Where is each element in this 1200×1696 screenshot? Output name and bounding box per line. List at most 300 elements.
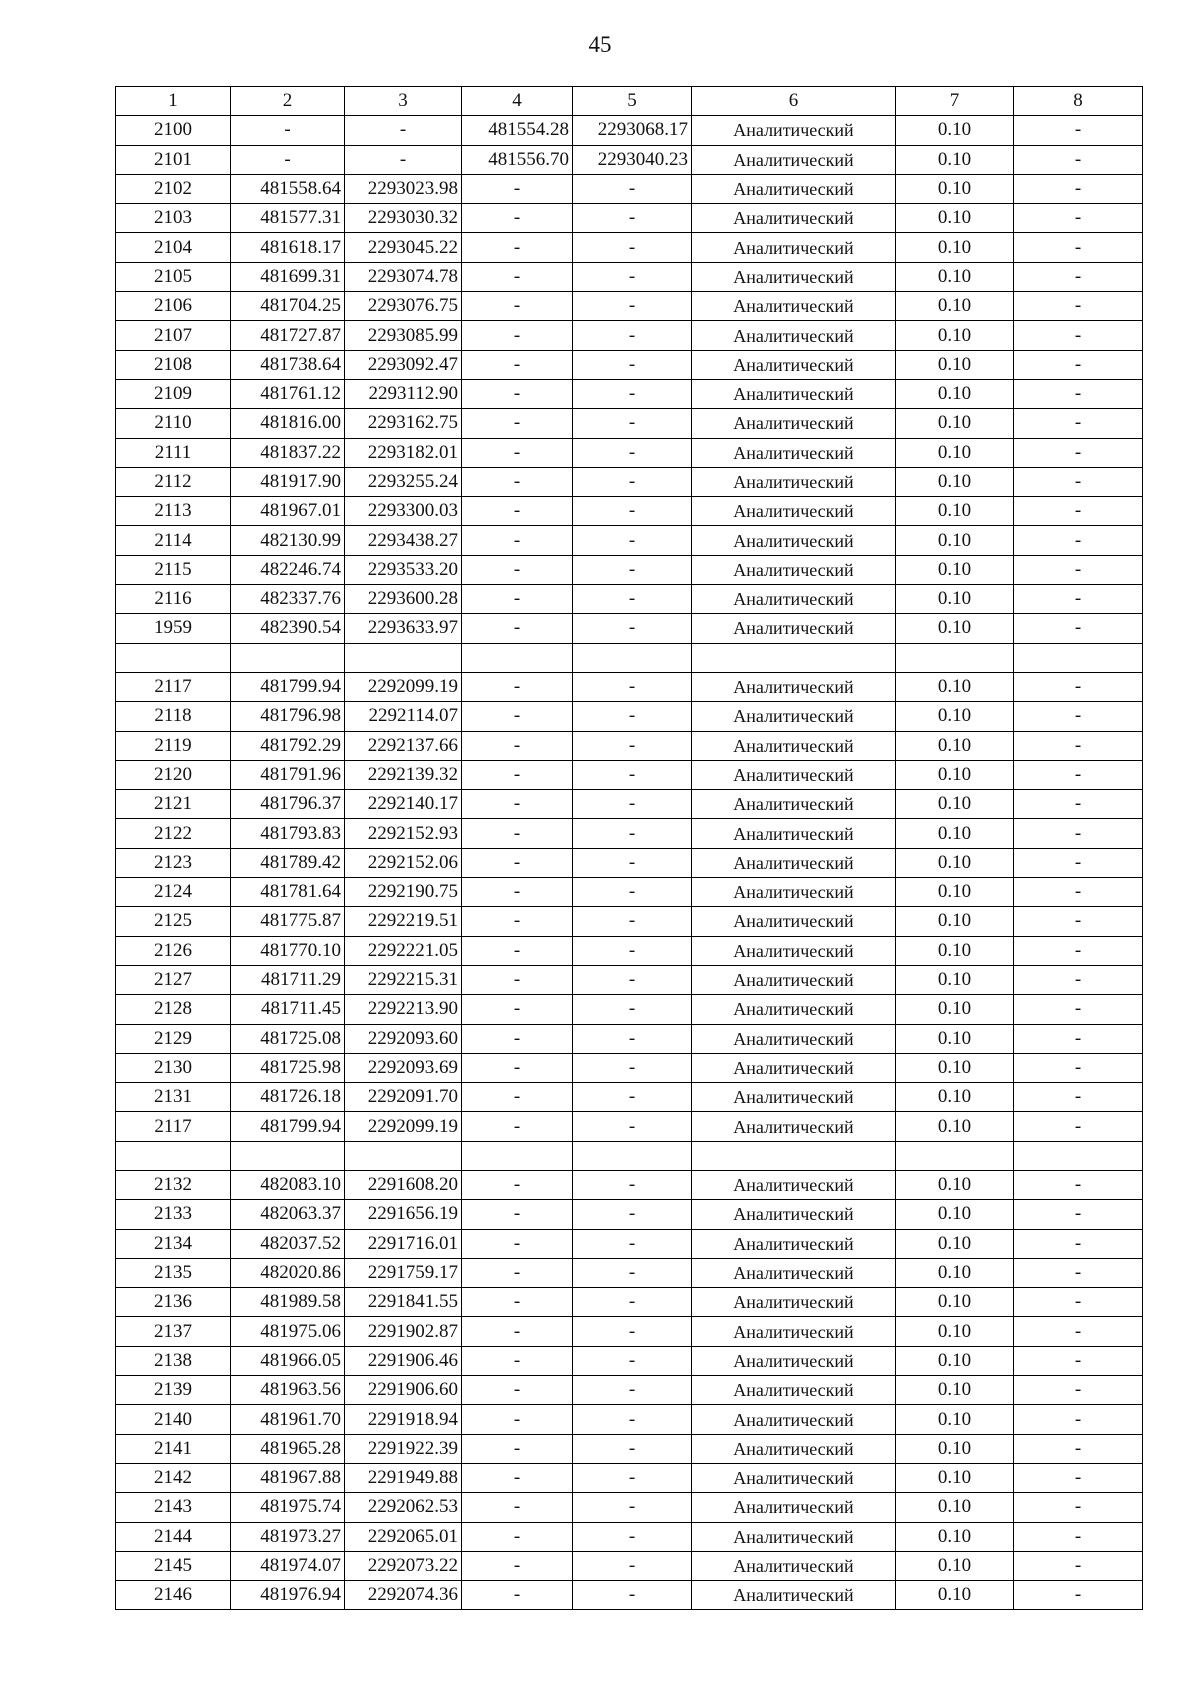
note-cell: - — [1014, 848, 1143, 877]
table-row — [116, 174, 1143, 203]
y-coordinate-cell: 2293182.01 — [345, 438, 462, 467]
y-coordinate-cell: 2293255.24 — [345, 467, 462, 496]
column-header: 8 — [1014, 87, 1143, 116]
x-coordinate-cell: 481727.87 — [231, 321, 345, 350]
point-number-cell: 2124 — [116, 878, 231, 907]
y-coordinate-cell: 2293092.47 — [345, 350, 462, 379]
accuracy-cell: 0.10 — [896, 1229, 1014, 1258]
y-alt-coordinate-cell: - — [573, 1493, 692, 1522]
y-alt-coordinate-cell: - — [573, 321, 692, 350]
x-coordinate-cell — [231, 1141, 345, 1170]
method-cell: Аналитический — [692, 1551, 896, 1580]
accuracy-cell: 0.10 — [896, 1493, 1014, 1522]
point-number-cell: 2131 — [116, 1083, 231, 1112]
x-alt-coordinate-cell: - — [462, 585, 573, 614]
point-number-cell: 2139 — [116, 1376, 231, 1405]
accuracy-cell: 0.10 — [896, 321, 1014, 350]
x-alt-coordinate-cell: - — [462, 555, 573, 584]
table-row — [116, 555, 1143, 584]
y-alt-coordinate-cell: - — [573, 731, 692, 760]
x-coordinate-cell: 481711.45 — [231, 995, 345, 1024]
x-alt-coordinate-cell: - — [462, 848, 573, 877]
y-alt-coordinate-cell: - — [573, 526, 692, 555]
y-coordinate-cell: 2292140.17 — [345, 790, 462, 819]
y-alt-coordinate-cell: - — [573, 497, 692, 526]
method-cell: Аналитический — [692, 1200, 896, 1229]
method-cell: Аналитический — [692, 1522, 896, 1551]
y-alt-coordinate-cell: - — [573, 1463, 692, 1492]
table-row — [116, 1083, 1143, 1112]
table-row — [116, 1463, 1143, 1492]
table-row — [116, 936, 1143, 965]
note-cell: - — [1014, 497, 1143, 526]
method-cell: Аналитический — [692, 907, 896, 936]
table-row — [116, 467, 1143, 496]
header-row — [116, 87, 1143, 116]
x-coordinate-cell: 482246.74 — [231, 555, 345, 584]
point-number-cell: 2114 — [116, 526, 231, 555]
table-row — [116, 1551, 1143, 1580]
method-cell: Аналитический — [692, 965, 896, 994]
x-alt-coordinate-cell: - — [462, 292, 573, 321]
note-cell: - — [1014, 1083, 1143, 1112]
note-cell: - — [1014, 174, 1143, 203]
y-coordinate-cell: 2293300.03 — [345, 497, 462, 526]
y-alt-coordinate-cell: - — [573, 409, 692, 438]
x-coordinate-cell: 482063.37 — [231, 1200, 345, 1229]
method-cell — [692, 1141, 896, 1170]
x-coordinate-cell: 481558.64 — [231, 174, 345, 203]
note-cell: - — [1014, 1200, 1143, 1229]
y-alt-coordinate-cell: - — [573, 1024, 692, 1053]
y-alt-coordinate-cell: - — [573, 262, 692, 291]
x-coordinate-cell: 481725.98 — [231, 1053, 345, 1082]
x-coordinate-cell: 481699.31 — [231, 262, 345, 291]
y-coordinate-cell: 2292091.70 — [345, 1083, 462, 1112]
table-row — [116, 819, 1143, 848]
accuracy-cell: 0.10 — [896, 1200, 1014, 1229]
point-number-cell: 2129 — [116, 1024, 231, 1053]
method-cell: Аналитический — [692, 204, 896, 233]
x-coordinate-cell: 481738.64 — [231, 350, 345, 379]
table-row — [116, 526, 1143, 555]
note-cell: - — [1014, 790, 1143, 819]
note-cell: - — [1014, 965, 1143, 994]
method-cell: Аналитический — [692, 848, 896, 877]
x-alt-coordinate-cell: - — [462, 174, 573, 203]
table-row — [116, 1200, 1143, 1229]
note-cell: - — [1014, 321, 1143, 350]
y-coordinate-cell: 2292093.60 — [345, 1024, 462, 1053]
x-coordinate-cell: 482337.76 — [231, 585, 345, 614]
accuracy-cell: 0.10 — [896, 1317, 1014, 1346]
method-cell: Аналитический — [692, 731, 896, 760]
y-coordinate-cell: 2293045.22 — [345, 233, 462, 262]
y-alt-coordinate-cell: - — [573, 467, 692, 496]
x-alt-coordinate-cell: - — [462, 1551, 573, 1580]
accuracy-cell: 0.10 — [896, 233, 1014, 262]
y-alt-coordinate-cell: - — [573, 790, 692, 819]
x-coordinate-cell: 482130.99 — [231, 526, 345, 555]
y-coordinate-cell: 2293162.75 — [345, 409, 462, 438]
accuracy-cell: 0.10 — [896, 1376, 1014, 1405]
table-row — [116, 438, 1143, 467]
y-coordinate-cell: 2293074.78 — [345, 262, 462, 291]
x-coordinate-cell: 481799.94 — [231, 672, 345, 701]
y-alt-coordinate-cell: 2293040.23 — [573, 145, 692, 174]
point-number-cell: 2140 — [116, 1405, 231, 1434]
method-cell: Аналитический — [692, 292, 896, 321]
y-coordinate-cell: 2292074.36 — [345, 1581, 462, 1610]
note-cell: - — [1014, 350, 1143, 379]
table-row — [116, 145, 1143, 174]
point-number-cell — [116, 1141, 231, 1170]
y-coordinate-cell: 2292221.05 — [345, 936, 462, 965]
accuracy-cell: 0.10 — [896, 497, 1014, 526]
x-coordinate-cell: 482083.10 — [231, 1170, 345, 1199]
y-alt-coordinate-cell: 2293068.17 — [573, 116, 692, 145]
method-cell: Аналитический — [692, 1258, 896, 1287]
point-number-cell: 2110 — [116, 409, 231, 438]
x-alt-coordinate-cell: - — [462, 790, 573, 819]
y-alt-coordinate-cell: - — [573, 1112, 692, 1141]
table-row — [116, 497, 1143, 526]
x-coordinate-cell: 481775.87 — [231, 907, 345, 936]
method-cell: Аналитический — [692, 1463, 896, 1492]
table-row — [116, 1317, 1143, 1346]
note-cell: - — [1014, 907, 1143, 936]
x-alt-coordinate-cell: - — [462, 497, 573, 526]
y-alt-coordinate-cell: - — [573, 1346, 692, 1375]
table-row — [116, 848, 1143, 877]
x-alt-coordinate-cell: - — [462, 760, 573, 789]
column-header: 4 — [462, 87, 573, 116]
note-cell: - — [1014, 672, 1143, 701]
note-cell: - — [1014, 760, 1143, 789]
accuracy-cell: 0.10 — [896, 1053, 1014, 1082]
y-coordinate-cell: - — [345, 116, 462, 145]
method-cell: Аналитический — [692, 1288, 896, 1317]
point-number-cell — [116, 643, 231, 672]
coordinates-table — [115, 86, 1143, 1610]
x-coordinate-cell: 481793.83 — [231, 819, 345, 848]
x-coordinate-cell: 481966.05 — [231, 1346, 345, 1375]
x-alt-coordinate-cell: - — [462, 1258, 573, 1287]
table-row — [116, 1141, 1143, 1170]
x-alt-coordinate-cell: - — [462, 878, 573, 907]
accuracy-cell: 0.10 — [896, 1463, 1014, 1492]
y-alt-coordinate-cell: - — [573, 614, 692, 643]
x-coordinate-cell: 481796.37 — [231, 790, 345, 819]
x-coordinate-cell: 482037.52 — [231, 1229, 345, 1258]
point-number-cell: 1959 — [116, 614, 231, 643]
method-cell: Аналитический — [692, 497, 896, 526]
accuracy-cell: 0.10 — [896, 438, 1014, 467]
y-coordinate-cell: 2293030.32 — [345, 204, 462, 233]
x-coordinate-cell: 482020.86 — [231, 1258, 345, 1287]
table-row — [116, 1493, 1143, 1522]
method-cell: Аналитический — [692, 995, 896, 1024]
method-cell: Аналитический — [692, 1346, 896, 1375]
point-number-cell: 2112 — [116, 467, 231, 496]
method-cell: Аналитический — [692, 819, 896, 848]
x-coordinate-cell: 481799.94 — [231, 1112, 345, 1141]
y-alt-coordinate-cell: - — [573, 438, 692, 467]
x-alt-coordinate-cell: - — [462, 1493, 573, 1522]
note-cell: - — [1014, 204, 1143, 233]
accuracy-cell: 0.10 — [896, 731, 1014, 760]
method-cell: Аналитический — [692, 321, 896, 350]
note-cell: - — [1014, 1581, 1143, 1610]
y-alt-coordinate-cell: - — [573, 878, 692, 907]
note-cell: - — [1014, 1258, 1143, 1287]
x-coordinate-cell: 481975.06 — [231, 1317, 345, 1346]
method-cell: Аналитический — [692, 614, 896, 643]
y-alt-coordinate-cell: - — [573, 702, 692, 731]
x-alt-coordinate-cell: - — [462, 965, 573, 994]
y-coordinate-cell: 2291949.88 — [345, 1463, 462, 1492]
y-coordinate-cell: 2292065.01 — [345, 1522, 462, 1551]
note-cell: - — [1014, 614, 1143, 643]
y-coordinate-cell: 2292137.66 — [345, 731, 462, 760]
point-number-cell: 2118 — [116, 702, 231, 731]
column-header: 5 — [573, 87, 692, 116]
y-coordinate-cell: 2292190.75 — [345, 878, 462, 907]
method-cell: Аналитический — [692, 1229, 896, 1258]
table-row — [116, 321, 1143, 350]
accuracy-cell: 0.10 — [896, 614, 1014, 643]
accuracy-cell: 0.10 — [896, 1288, 1014, 1317]
point-number-cell: 2145 — [116, 1551, 231, 1580]
note-cell: - — [1014, 467, 1143, 496]
table-row — [116, 907, 1143, 936]
method-cell: Аналитический — [692, 467, 896, 496]
y-coordinate-cell: 2292099.19 — [345, 672, 462, 701]
table-body — [116, 87, 1143, 1610]
method-cell: Аналитический — [692, 116, 896, 145]
note-cell: - — [1014, 731, 1143, 760]
note-cell: - — [1014, 819, 1143, 848]
point-number-cell: 2107 — [116, 321, 231, 350]
y-alt-coordinate-cell: - — [573, 819, 692, 848]
x-coordinate-cell: 482390.54 — [231, 614, 345, 643]
x-alt-coordinate-cell: - — [462, 1053, 573, 1082]
accuracy-cell: 0.10 — [896, 262, 1014, 291]
point-number-cell: 2125 — [116, 907, 231, 936]
x-coordinate-cell: 481704.25 — [231, 292, 345, 321]
x-coordinate-cell: 481976.94 — [231, 1581, 345, 1610]
y-alt-coordinate-cell: - — [573, 1258, 692, 1287]
x-alt-coordinate-cell: - — [462, 1170, 573, 1199]
accuracy-cell: 0.10 — [896, 1434, 1014, 1463]
y-coordinate-cell: 2293633.97 — [345, 614, 462, 643]
note-cell: - — [1014, 409, 1143, 438]
y-alt-coordinate-cell — [573, 643, 692, 672]
accuracy-cell: 0.10 — [896, 790, 1014, 819]
point-number-cell: 2126 — [116, 936, 231, 965]
note-cell: - — [1014, 878, 1143, 907]
y-alt-coordinate-cell: - — [573, 555, 692, 584]
x-alt-coordinate-cell: 481556.70 — [462, 145, 573, 174]
x-coordinate-cell: - — [231, 116, 345, 145]
point-number-cell: 2113 — [116, 497, 231, 526]
column-header: 3 — [345, 87, 462, 116]
x-coordinate-cell: 481761.12 — [231, 379, 345, 408]
method-cell: Аналитический — [692, 145, 896, 174]
y-coordinate-cell: 2291902.87 — [345, 1317, 462, 1346]
x-coordinate-cell: 481792.29 — [231, 731, 345, 760]
accuracy-cell: 0.10 — [896, 145, 1014, 174]
y-coordinate-cell: 2291841.55 — [345, 1288, 462, 1317]
x-coordinate-cell: 481837.22 — [231, 438, 345, 467]
x-coordinate-cell: 481974.07 — [231, 1551, 345, 1580]
table-row — [116, 731, 1143, 760]
note-cell: - — [1014, 995, 1143, 1024]
accuracy-cell: 0.10 — [896, 1170, 1014, 1199]
y-alt-coordinate-cell: - — [573, 965, 692, 994]
x-alt-coordinate-cell: - — [462, 262, 573, 291]
accuracy-cell: 0.10 — [896, 936, 1014, 965]
y-alt-coordinate-cell: - — [573, 1317, 692, 1346]
y-alt-coordinate-cell: - — [573, 1083, 692, 1112]
accuracy-cell: 0.10 — [896, 1522, 1014, 1551]
point-number-cell: 2109 — [116, 379, 231, 408]
accuracy-cell: 0.10 — [896, 1346, 1014, 1375]
x-coordinate-cell: 481796.98 — [231, 702, 345, 731]
accuracy-cell: 0.10 — [896, 1024, 1014, 1053]
accuracy-cell: 0.10 — [896, 1258, 1014, 1287]
column-header: 1 — [116, 87, 231, 116]
x-alt-coordinate-cell: - — [462, 379, 573, 408]
accuracy-cell: 0.10 — [896, 174, 1014, 203]
x-coordinate-cell: 481967.01 — [231, 497, 345, 526]
accuracy-cell: 0.10 — [896, 702, 1014, 731]
table-row — [116, 1024, 1143, 1053]
note-cell: - — [1014, 1346, 1143, 1375]
x-alt-coordinate-cell: - — [462, 731, 573, 760]
x-alt-coordinate-cell: - — [462, 1200, 573, 1229]
y-alt-coordinate-cell: - — [573, 1551, 692, 1580]
table-row — [116, 878, 1143, 907]
method-cell: Аналитический — [692, 350, 896, 379]
y-alt-coordinate-cell: - — [573, 848, 692, 877]
note-cell: - — [1014, 379, 1143, 408]
x-alt-coordinate-cell: - — [462, 907, 573, 936]
method-cell: Аналитический — [692, 1112, 896, 1141]
y-alt-coordinate-cell: - — [573, 760, 692, 789]
x-alt-coordinate-cell: - — [462, 1317, 573, 1346]
y-coordinate-cell: 2293600.28 — [345, 585, 462, 614]
y-coordinate-cell: 2292099.19 — [345, 1112, 462, 1141]
y-coordinate-cell: 2293533.20 — [345, 555, 462, 584]
point-number-cell: 2103 — [116, 204, 231, 233]
table-row — [116, 262, 1143, 291]
x-coordinate-cell: 481725.08 — [231, 1024, 345, 1053]
point-number-cell: 2100 — [116, 116, 231, 145]
table-row — [116, 1581, 1143, 1610]
method-cell: Аналитический — [692, 1053, 896, 1082]
y-alt-coordinate-cell: - — [573, 174, 692, 203]
x-coordinate-cell: 481726.18 — [231, 1083, 345, 1112]
note-cell: - — [1014, 1170, 1143, 1199]
y-coordinate-cell: 2291906.46 — [345, 1346, 462, 1375]
y-coordinate-cell: 2293023.98 — [345, 174, 462, 203]
x-alt-coordinate-cell: - — [462, 1581, 573, 1610]
accuracy-cell: 0.10 — [896, 555, 1014, 584]
accuracy-cell: 0.10 — [896, 409, 1014, 438]
table-row — [116, 116, 1143, 145]
note-cell: - — [1014, 1434, 1143, 1463]
table-row — [116, 995, 1143, 1024]
x-coordinate-cell: 481973.27 — [231, 1522, 345, 1551]
method-cell: Аналитический — [692, 1317, 896, 1346]
method-cell: Аналитический — [692, 1170, 896, 1199]
accuracy-cell: 0.10 — [896, 526, 1014, 555]
y-coordinate-cell: 2292219.51 — [345, 907, 462, 936]
x-alt-coordinate-cell: - — [462, 1434, 573, 1463]
x-alt-coordinate-cell: - — [462, 1405, 573, 1434]
table-row — [116, 760, 1143, 789]
x-coordinate-cell: 481917.90 — [231, 467, 345, 496]
point-number-cell: 2122 — [116, 819, 231, 848]
method-cell: Аналитический — [692, 585, 896, 614]
point-number-cell: 2106 — [116, 292, 231, 321]
point-number-cell: 2133 — [116, 1200, 231, 1229]
y-coordinate-cell: 2292215.31 — [345, 965, 462, 994]
table-row — [116, 614, 1143, 643]
table-row — [116, 1229, 1143, 1258]
x-alt-coordinate-cell: - — [462, 936, 573, 965]
point-number-cell: 2132 — [116, 1170, 231, 1199]
y-coordinate-cell: 2291656.19 — [345, 1200, 462, 1229]
note-cell — [1014, 1141, 1143, 1170]
table-row — [116, 1112, 1143, 1141]
table-row — [116, 585, 1143, 614]
x-alt-coordinate-cell — [462, 1141, 573, 1170]
x-coordinate-cell: - — [231, 145, 345, 174]
accuracy-cell: 0.10 — [896, 965, 1014, 994]
accuracy-cell: 0.10 — [896, 672, 1014, 701]
accuracy-cell: 0.10 — [896, 760, 1014, 789]
accuracy-cell: 0.10 — [896, 878, 1014, 907]
method-cell: Аналитический — [692, 702, 896, 731]
note-cell: - — [1014, 145, 1143, 174]
y-alt-coordinate-cell: - — [573, 1434, 692, 1463]
x-coordinate-cell: 481816.00 — [231, 409, 345, 438]
y-coordinate-cell: 2292093.69 — [345, 1053, 462, 1082]
point-number-cell: 2120 — [116, 760, 231, 789]
y-alt-coordinate-cell: - — [573, 1053, 692, 1082]
point-number-cell: 2128 — [116, 995, 231, 1024]
x-alt-coordinate-cell: - — [462, 1522, 573, 1551]
point-number-cell: 2143 — [116, 1493, 231, 1522]
method-cell: Аналитический — [692, 672, 896, 701]
x-alt-coordinate-cell: - — [462, 204, 573, 233]
method-cell — [692, 643, 896, 672]
table-row — [116, 1053, 1143, 1082]
x-alt-coordinate-cell: - — [462, 526, 573, 555]
x-coordinate-cell: 481791.96 — [231, 760, 345, 789]
note-cell: - — [1014, 1112, 1143, 1141]
y-alt-coordinate-cell: - — [573, 204, 692, 233]
y-coordinate-cell: 2291608.20 — [345, 1170, 462, 1199]
x-alt-coordinate-cell: - — [462, 1376, 573, 1405]
y-alt-coordinate-cell: - — [573, 233, 692, 262]
method-cell: Аналитический — [692, 1083, 896, 1112]
point-number-cell: 2142 — [116, 1463, 231, 1492]
method-cell: Аналитический — [692, 409, 896, 438]
y-coordinate-cell: 2291716.01 — [345, 1229, 462, 1258]
